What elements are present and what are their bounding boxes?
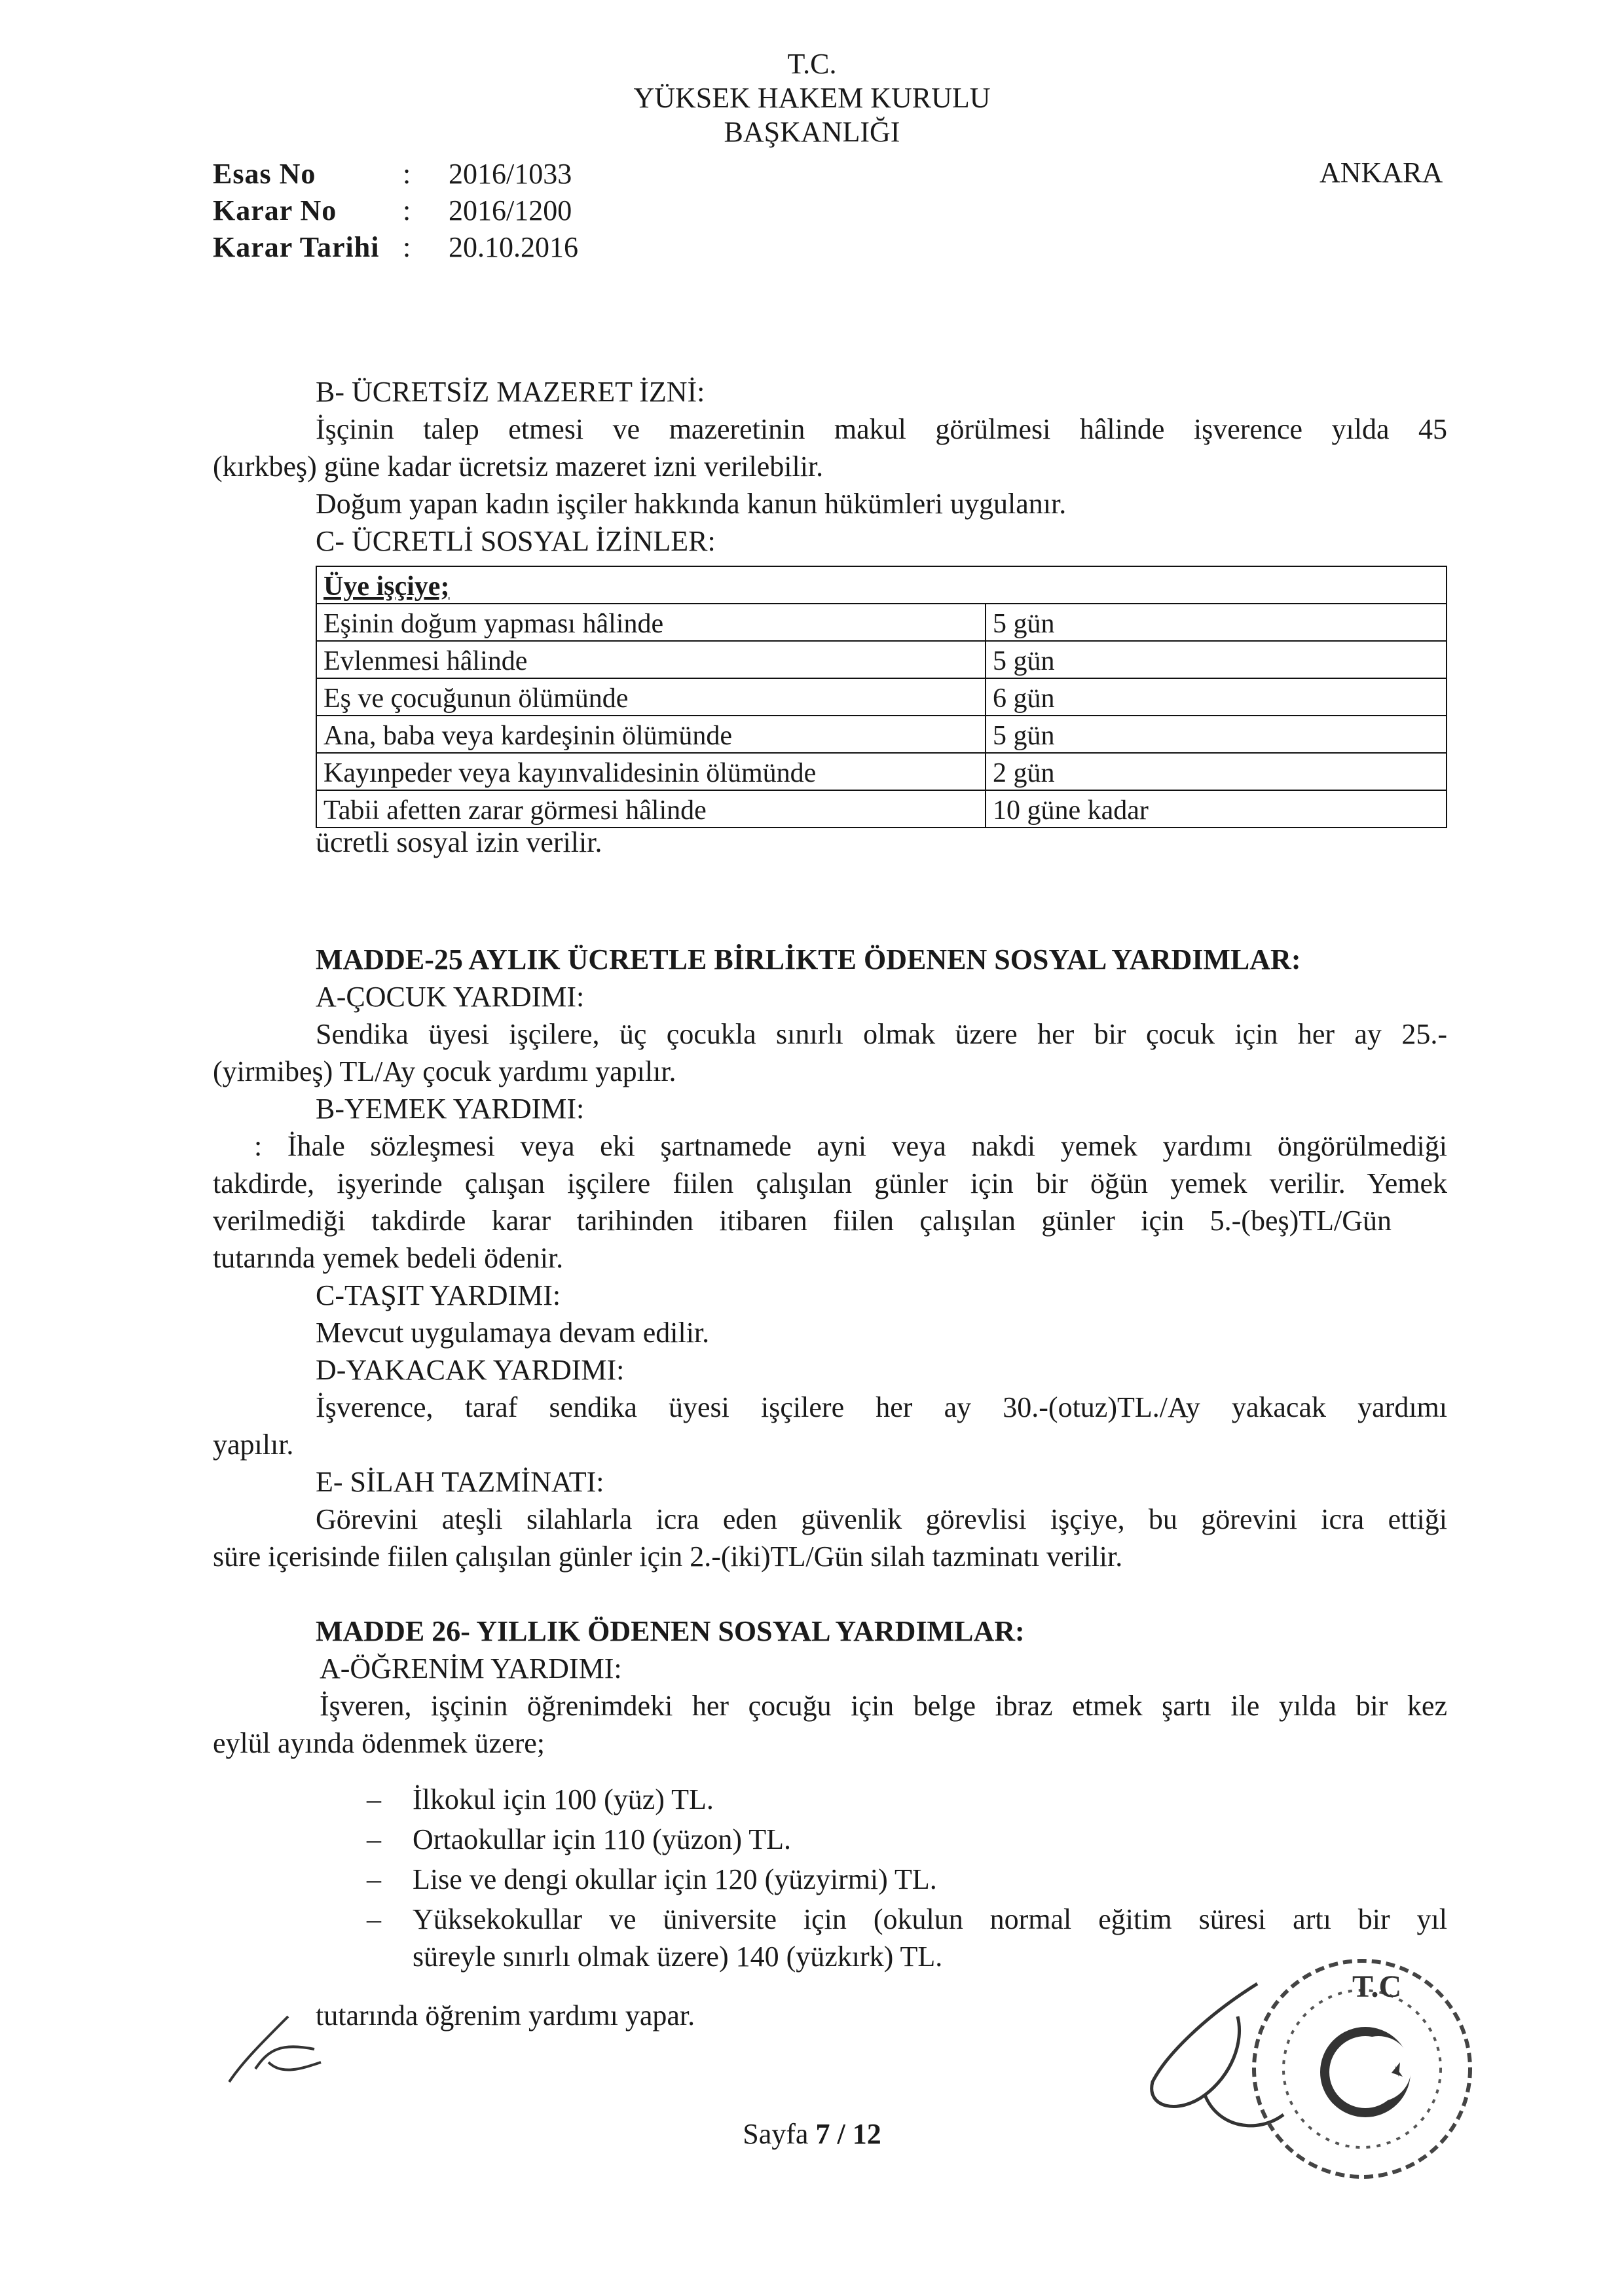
stamp-text: T.C <box>1352 1969 1402 2004</box>
meta-colon: : <box>403 158 411 190</box>
meta-row-karar <box>213 192 578 229</box>
header-tc: T.C. <box>787 48 837 80</box>
table-cell-label: Eşinin doğum yapması hâlinde <box>316 604 986 641</box>
table-cell-value: 5 gün <box>986 716 1447 753</box>
bullet-dash: – <box>367 1783 381 1815</box>
paid-leave-table <box>316 566 1447 828</box>
table-cell-label: Evlenmesi hâlinde <box>316 641 986 678</box>
list-item: İlkokul için 100 (yüz) TL. <box>413 1783 714 1815</box>
table-cell-label: Tabii afetten zarar görmesi hâlinde <box>316 790 986 828</box>
article-25-a-title: A-ÇOCUK YARDIMI: <box>316 981 585 1013</box>
table-header-cell <box>316 566 1447 604</box>
article-26-a-title: A-ÖĞRENİM YARDIMI: <box>320 1652 622 1685</box>
table-row <box>316 678 1447 716</box>
header-presidency: BAŞKANLIĞI <box>724 116 900 148</box>
table-cell-value: 5 gün <box>986 641 1447 678</box>
article-25-b-line: verilmediği takdirde karar tarihinden itibaren fiilen çalışılan günler için 5.-(beş)TL/Gün <box>213 1205 1392 1237</box>
meta-label: Karar Tarihi <box>213 231 380 263</box>
article-25-b-title: B-YEMEK YARDIMI: <box>316 1093 585 1125</box>
table-cell-value: 2 gün <box>986 753 1447 790</box>
list-item: Lise ve dengi okullar için 120 (yüzyirmi) TL. <box>413 1863 937 1895</box>
table-row <box>316 790 1447 828</box>
table-cell-label: Kayınpeder veya kayınvalidesinin ölümünde <box>316 753 986 790</box>
meta-value: 2016/1033 <box>449 158 572 190</box>
case-metadata <box>213 156 578 266</box>
article-25-b-line: tutarında yemek bedeli ödenir. <box>213 1242 564 1274</box>
page-separator: / <box>837 2118 845 2150</box>
bullet-dash: – <box>367 1903 381 1935</box>
section-b-title: B- ÜCRETSİZ MAZERET İZNİ: <box>316 376 705 408</box>
article-26-a-line: İşveren, işçinin öğrenimdeki her çocuğu için belge ibraz etmek şartı ile yılda bir kez <box>320 1690 1447 1722</box>
page-prefix: Sayfa <box>743 2118 809 2150</box>
city-label: ANKARA <box>1320 156 1443 189</box>
table-row <box>316 753 1447 790</box>
article-25-b-line: : İhale sözleşmesi veya eki şartnamede ayni veya nakdi yemek yardımı öngörülmediği <box>254 1130 1447 1162</box>
article-25-c-title: C-TAŞIT YARDIMI: <box>316 1279 561 1311</box>
article-25-a-line: (yirmibeş) TL/Ay çocuk yardımı yapılır. <box>213 1055 676 1087</box>
table-cell-value: 6 gün <box>986 678 1447 716</box>
meta-row-tarih <box>213 229 578 266</box>
article-25-c-line: Mevcut uygulamaya devam edilir. <box>316 1317 710 1349</box>
list-item-continuation: süreyle sınırlı olmak üzere) 140 (yüzkırk) TL. <box>413 1941 943 1973</box>
list-item: Yüksekokullar ve üniversite için (okulun normal eğitim süresi artı bir yıl <box>413 1903 1447 1935</box>
page-total: 12 <box>852 2118 881 2150</box>
official-seal-icon <box>1244 1951 1480 2187</box>
bullet-dash: – <box>367 1823 381 1855</box>
section-b-paragraph: Doğum yapan kadın işçiler hakkında kanun hükümleri uygulanır. <box>316 488 1067 520</box>
list-item: Ortaokullar için 110 (yüzon) TL. <box>413 1823 791 1855</box>
article-25-e-line: Görevini ateşli silahlarla icra eden güvenlik görevlisi işçiye, bu görevini icra ettiği <box>316 1503 1447 1535</box>
meta-row-esas <box>213 156 578 192</box>
article-26-closing: tutarında öğrenim yardımı yapar. <box>316 1999 695 2032</box>
page-number <box>0 2117 1624 2151</box>
table-header-label: Üye işçiye; <box>323 572 450 602</box>
meta-colon: : <box>403 194 411 227</box>
section-c-title: C- ÜCRETLİ SOSYAL İZİNLER: <box>316 525 716 557</box>
article-25-e-line: süre içerisinde fiilen çalışılan günler için 2.-(iki)TL/Gün silah tazminatı verilir. <box>213 1540 1123 1573</box>
header-institution: YÜKSEK HAKEM KURULU <box>633 82 991 114</box>
meta-label: Esas No <box>213 158 316 190</box>
article-25-d-line: İşverence, taraf sendika üyesi işçilere her ay 30.-(otuz)TL./Ay yakacak yardımı <box>316 1391 1447 1423</box>
bullet-dash: – <box>367 1863 381 1895</box>
meta-colon: : <box>403 231 411 263</box>
table-cell-label: Eş ve çocuğunun ölümünde <box>316 678 986 716</box>
article-26-a-line: eylül ayında ödenmek üzere; <box>213 1727 545 1759</box>
signature-left-icon <box>216 2003 327 2095</box>
section-b-paragraph-line: (kırkbeş) güne kadar ücretsiz mazeret izni verilebilir. <box>213 450 824 483</box>
table-header-row <box>316 566 1447 604</box>
table-cell-label: Ana, baba veya kardeşinin ölümünde <box>316 716 986 753</box>
article-25-d-title: D-YAKACAK YARDIMI: <box>316 1354 625 1386</box>
section-b-paragraph-line: İşçinin talep etmesi ve mazeretinin makul görülmesi hâlinde işverence yılda 45 <box>316 413 1447 445</box>
meta-value: 20.10.2016 <box>449 231 578 263</box>
table-cell-value: 5 gün <box>986 604 1447 641</box>
article-25-b-line: takdirde, işyerinde çalışan işçilere fiilen çalışılan günler için bir öğün yemek verilir. Yemek <box>213 1167 1447 1199</box>
table-row <box>316 641 1447 678</box>
section-c-footer: ücretli sosyal izin verilir. <box>316 826 602 858</box>
table-row <box>316 716 1447 753</box>
table-row <box>316 604 1447 641</box>
table-cell-value: 10 güne kadar <box>986 790 1447 828</box>
article-26-title: MADDE 26- YILLIK ÖDENEN SOSYAL YARDIMLAR: <box>316 1615 1025 1647</box>
page-current: 7 <box>815 2118 830 2150</box>
article-25-d-line: yapılır. <box>213 1429 294 1461</box>
article-25-a-line: Sendika üyesi işçilere, üç çocukla sınırlı olmak üzere her bir çocuk için her ay 25.- <box>316 1018 1447 1050</box>
article-25-title: MADDE-25 AYLIK ÜCRETLE BİRLİKTE ÖDENEN SOSYAL YARDIMLAR: <box>316 943 1301 975</box>
article-25-e-title: E- SİLAH TAZMİNATI: <box>316 1466 604 1498</box>
meta-value: 2016/1200 <box>449 194 572 227</box>
meta-label: Karar No <box>213 194 337 227</box>
